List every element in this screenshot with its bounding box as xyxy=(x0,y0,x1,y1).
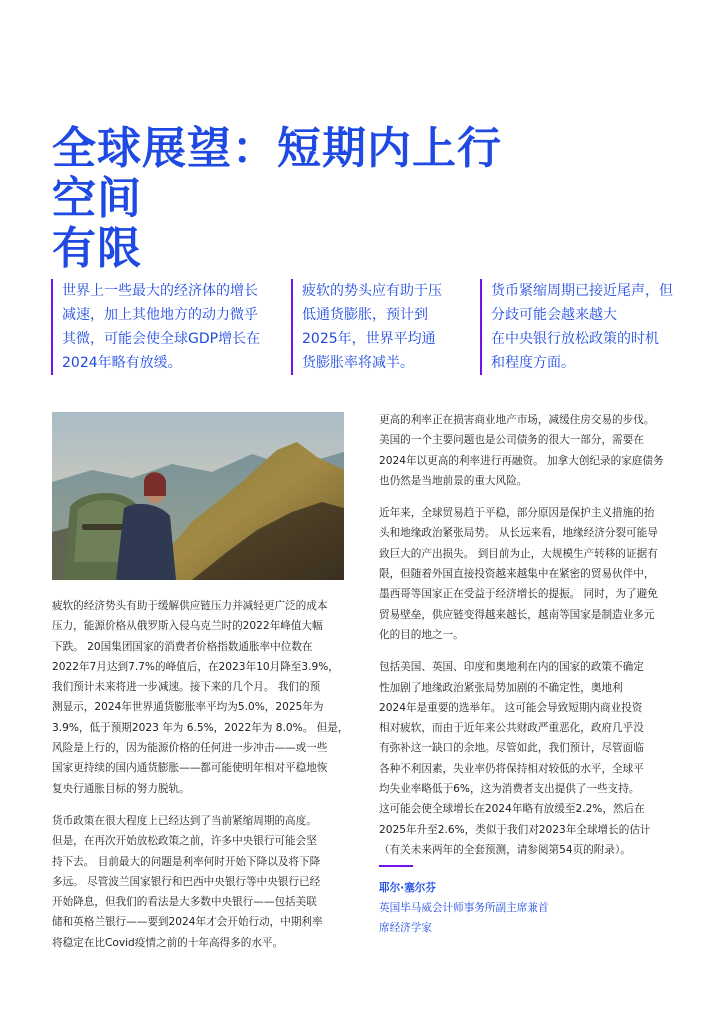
title-line-2: 有限 xyxy=(52,223,142,274)
text-line: 性加剧了地缘政治紧张局势加剧的不确定性，奥地利 xyxy=(379,681,623,694)
text-line: 致巨大的产出损失。 到目前为止，大规模生产转移的证据有 xyxy=(379,547,658,560)
author-block xyxy=(379,878,549,938)
callout-line: 2025年，世界平均通 xyxy=(302,331,436,347)
callout-line: 低通货膨胀，预计到 xyxy=(302,307,428,323)
text-line: 近年来，全球贸易趋于平稳，部分原因是保护主义措施的抬 xyxy=(379,507,655,520)
callout-line: 分歧可能会越来越大 xyxy=(491,307,617,323)
callout-line: 在中央银行放松政策的时机 xyxy=(491,331,659,347)
text-line: 国家更持续的国内通货膨胀——都可能使明年相对平稳地恢 xyxy=(52,762,328,775)
text-line: 头和地缘政治紧张局势。 从长远来看，地缘经济分裂可能导 xyxy=(379,527,658,540)
text-line: 货币政策在很大程度上已经达到了当前紧缩周期的高度。 xyxy=(52,814,317,827)
text-line: 有弥补这一缺口的余地。尽管如此，我们预计，尽管面临 xyxy=(379,742,644,755)
text-line: 限，但随着外国直接投资越来越集中在紧密的贸易伙伴中， xyxy=(379,568,655,581)
text-line: 将稳定在比Covid疫情之前的十年高得多的水平。 xyxy=(52,936,284,949)
text-line: 包括美国、英国、印度和奥地利在内的国家的政策不确定 xyxy=(379,661,644,674)
author-divider xyxy=(379,865,413,867)
hiker-mountain-photo xyxy=(52,412,344,580)
text-line: 均失业率略低于6%，这为消费者支出提供了一些支持。 xyxy=(379,783,640,796)
callout-line: 世界上一些最大的经济体的增长 xyxy=(62,283,258,299)
callout-line: 减速，加上其他地方的动力微乎 xyxy=(62,307,258,323)
text-line: 复央行通胀目标的努力脱轨。 xyxy=(52,782,190,795)
text-line: 2025年升至2.6%，类似于我们对2023年全球增长的估计 xyxy=(379,823,651,836)
text-line: 3.9%，低于预期2023 年为 6.5%，2022年为 8.0%。 但是， xyxy=(52,721,349,734)
text-line: 开始降息，但我们的看法是大多数中央银行——包括美联 xyxy=(52,896,317,909)
text-line: 墨西哥等国家正在受益于经济增长的提振。 同时，为了避免 xyxy=(379,588,658,601)
text-line: 2024年是重要的选举年。 这可能会导致短期内商业投资 xyxy=(379,701,643,714)
text-line: 我们预计未来将进一步减速。接下来的几个月。 我们的预 xyxy=(52,681,321,694)
right-paragraph-2 xyxy=(379,503,679,645)
right-paragraph-3 xyxy=(379,657,679,860)
text-line: 也仍然是当地前景的重大风险。 xyxy=(379,474,528,487)
text-line: 贸易壁垒，供应链变得越来越长，越南等国家是制造业多元 xyxy=(379,608,655,621)
text-line: 2022年7月达到7.7%的峰值后，在2023年10月降至3.9%， xyxy=(52,660,339,673)
left-column xyxy=(52,596,352,965)
text-line: 各种不利因素，失业率仍将保持相对较低的水平，全球平 xyxy=(379,762,644,775)
author-title-line: 英国毕马威会计师事务所副主席兼首 xyxy=(379,902,549,914)
callout-line: 和程度方面。 xyxy=(491,355,575,371)
text-line: 化的目的地之一。 xyxy=(379,628,464,641)
title-line-1: 全球展望：短期内上行空间 xyxy=(52,123,502,224)
callout-monetary-policy xyxy=(480,279,680,375)
text-line: 多远。 尽管波兰国家银行和巴西中央银行等中央银行已经 xyxy=(52,875,321,888)
text-line: 下跌。 20国集团国家的消费者价格指数通胀率中位数在 xyxy=(52,640,313,653)
right-column xyxy=(379,410,679,872)
text-line: 风险是上行的，因为能源价格的任何进一步冲击——或一些 xyxy=(52,742,328,755)
callout-line: 其微，可能会使全球GDP增长在 xyxy=(62,331,261,347)
text-line: （有关未来两年的全套预测，请参阅第54页的附录）。 xyxy=(379,843,631,856)
text-line: 更高的利率正在损害商业地产市场，减缓住房交易的步伐。 xyxy=(379,414,655,426)
left-paragraph-1 xyxy=(52,596,352,799)
text-line: 但是，在再次开始放松政策之前，许多中央银行可能会坚 xyxy=(52,835,317,848)
left-paragraph-2 xyxy=(52,811,352,953)
callout-line: 货膨胀率将减半。 xyxy=(302,355,414,371)
callout-gdp-growth xyxy=(51,279,266,375)
callout-line: 疲软的势头应有助于压 xyxy=(302,283,442,299)
text-line: 持下去。 目前最大的问题是利率何时开始下降以及将下降 xyxy=(52,855,321,868)
author-title-line: 席经济学家 xyxy=(379,922,432,934)
text-line: 疲软的经济势头有助于缓解供应链压力并减轻更广泛的成本 xyxy=(52,600,328,612)
text-line: 相对疲软，而由于近年来公共财政严重恶化，政府几乎没 xyxy=(379,722,644,735)
right-paragraph-1 xyxy=(379,410,679,491)
callout-line: 2024年略有放缓。 xyxy=(62,355,182,371)
page-title xyxy=(52,124,522,274)
text-line: 储和英格兰银行——要到2024年才会开始行动，中期利率 xyxy=(52,916,323,929)
text-line: 这可能会使全球增长在2024年略有放缓至2.2%，然后在 xyxy=(379,803,645,816)
callout-inflation xyxy=(291,279,466,375)
text-line: 测显示，2024年世界通货膨胀率平均为5.0%，2025年为 xyxy=(52,701,324,714)
author-name: 耶尔·塞尔芬 xyxy=(379,882,436,894)
text-line: 2024年以更高的利率进行再融资。 加拿大创纪录的家庭债务 xyxy=(379,454,664,467)
text-line: 美国的一个主要问题也是公司债务的很大一部分，需要在 xyxy=(379,434,644,447)
callout-line: 货币紧缩周期已接近尾声，但 xyxy=(491,283,673,299)
text-line: 压力，能源价格从俄罗斯入侵乌克兰时的2022年峰值大幅 xyxy=(52,620,323,633)
